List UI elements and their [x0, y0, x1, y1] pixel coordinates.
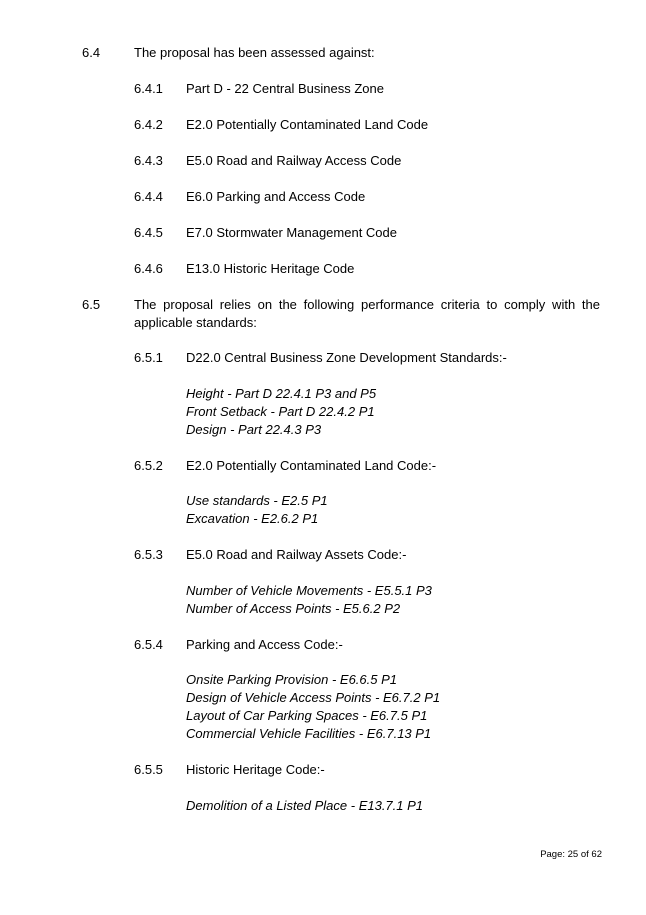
item-number: 6.5.4: [134, 637, 163, 652]
item-number: 6.5.1: [134, 350, 163, 365]
item-text: E2.0 Potentially Contaminated Land Code: [186, 117, 429, 132]
section-heading-text-line1: The proposal relies on the following performance criteria to comply with the: [134, 297, 600, 312]
item-text: E5.0 Road and Railway Access Code: [186, 153, 402, 168]
criterion-text: Design - Part 22.4.3 P3: [186, 422, 322, 437]
page-number: Page: 25 of 62: [540, 849, 602, 860]
section-number: 6.4: [82, 45, 101, 60]
criterion-text: Demolition of a Listed Place - E13.7.1 P1: [186, 798, 424, 813]
item-text: E6.0 Parking and Access Code: [186, 189, 366, 204]
item-number: 6.5.2: [134, 458, 163, 473]
item-text: E2.0 Potentially Contaminated Land Code:-: [186, 458, 437, 473]
item-number: 6.4.2: [134, 117, 163, 132]
criterion-text: Onsite Parking Provision - E6.6.5 P1: [186, 672, 397, 687]
item-number: 6.4.5: [134, 225, 163, 240]
item-number: 6.5.3: [134, 547, 163, 562]
item-text: Part D - 22 Central Business Zone: [186, 81, 384, 96]
item-text: Historic Heritage Code:-: [186, 762, 325, 777]
item-text: Parking and Access Code:-: [186, 637, 343, 652]
criterion-text: Number of Vehicle Movements - E5.5.1 P3: [186, 583, 432, 598]
item-number: 6.4.6: [134, 261, 163, 276]
criterion-text: Commercial Vehicle Facilities - E6.7.13 P1: [186, 726, 432, 741]
criterion-text: Excavation - E2.6.2 P1: [186, 511, 319, 526]
criterion-text: Design of Vehicle Access Points - E6.7.2 P1: [186, 690, 441, 705]
item-text: E13.0 Historic Heritage Code: [186, 261, 355, 276]
section-heading-text-line2: applicable standards:: [134, 315, 257, 330]
section-number: 6.5: [82, 297, 101, 312]
item-text: D22.0 Central Business Zone Development Standards:-: [186, 350, 507, 365]
section-heading-text: The proposal has been assessed against:: [134, 45, 375, 60]
criterion-text: Layout of Car Parking Spaces - E6.7.5 P1: [186, 708, 428, 723]
criterion-text: Use standards - E2.5 P1: [186, 493, 328, 508]
criterion-text: Height - Part D 22.4.1 P3 and P5: [186, 386, 377, 401]
item-number: 6.4.4: [134, 189, 163, 204]
item-number: 6.4.1: [134, 81, 163, 96]
item-number: 6.5.5: [134, 762, 163, 777]
criterion-text: Number of Access Points - E5.6.2 P2: [186, 601, 401, 616]
item-text: E7.0 Stormwater Management Code: [186, 225, 397, 240]
item-text: E5.0 Road and Railway Assets Code:-: [186, 547, 407, 562]
criterion-text: Front Setback - Part D 22.4.2 P1: [186, 404, 375, 419]
item-number: 6.4.3: [134, 153, 163, 168]
